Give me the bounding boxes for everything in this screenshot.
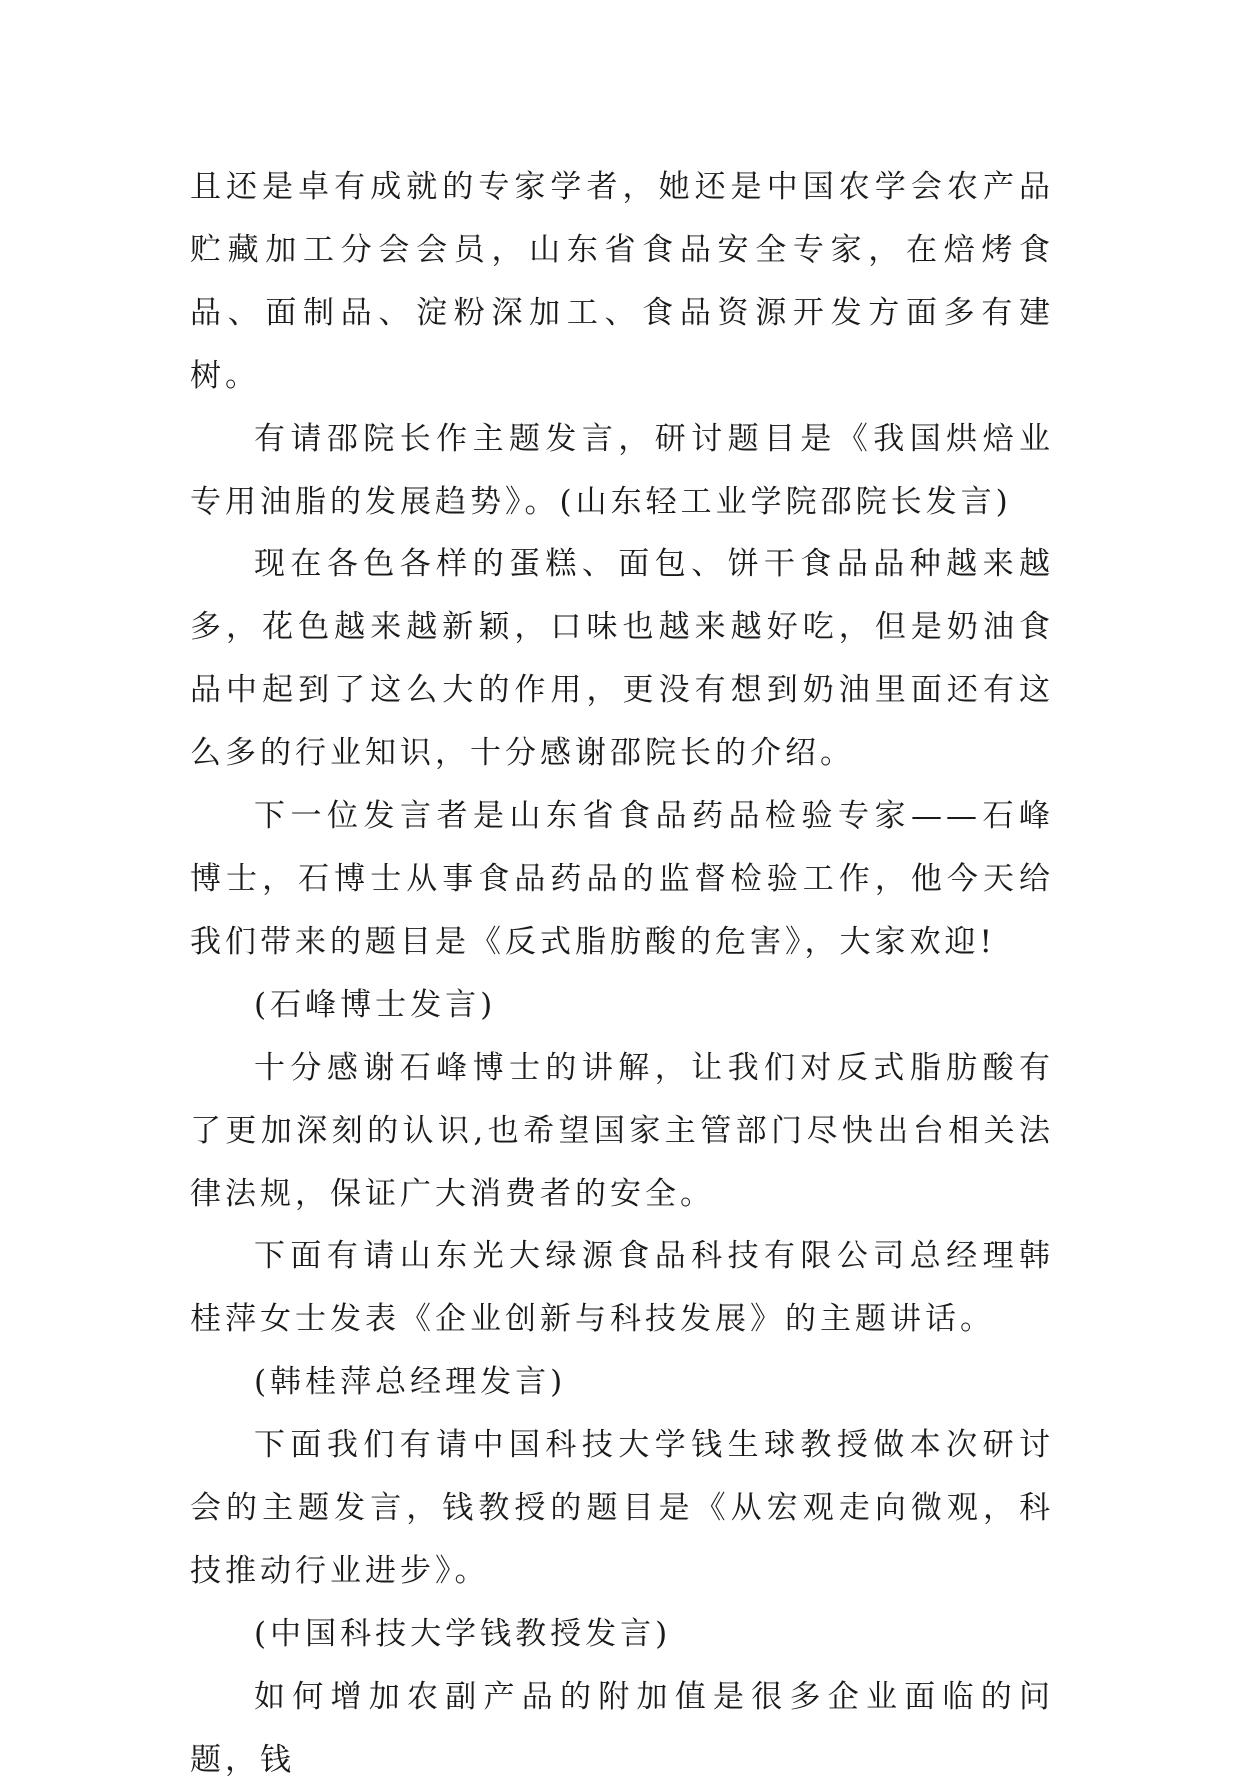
paragraph: (韩桂萍总经理发言) xyxy=(254,1364,567,1401)
paragraph: 且还是卓有成就的专家学者，她还是中国农学会农产品贮藏加工分会会员，山东省食品安全专家，在焙烤食品、面制品、淀粉深加工、食品资源开发方面多有建树。 xyxy=(190,169,1054,394)
paragraph: 下一位发言者是山东省食品药品检验专家——石峰博士，石博士从事食品药品的监督检验工作，他今天给我们带来的题目是《反式脂肪酸的危害》，大家欢迎! xyxy=(190,798,1054,960)
document-body xyxy=(190,156,1054,1792)
paragraph: 有请邵院长作主题发言，研讨题目是《我国烘焙业专用油脂的发展趋势》。(山东轻工业学院邵院长发言) xyxy=(190,420,1054,520)
paragraph: (石峰博士发言) xyxy=(254,986,497,1023)
paragraph: 如何增加农副产品的附加值是很多企业面临的问题，钱 xyxy=(190,1678,1054,1778)
paragraph: (中国科技大学钱教授发言) xyxy=(254,1615,672,1652)
paragraph: 下面我们有请中国科技大学钱生球教授做本次研讨会的主题发言，钱教授的题目是《从宏观走向微观，科技推动行业进步》。 xyxy=(190,1427,1054,1589)
paragraph: 现在各色各样的蛋糕、面包、饼干食品品种越来越多，花色越来越新颖，口味也越来越好吃，但是奶油食品中起到了这么大的作用，更没有想到奶油里面还有这么多的行业知识，十分感谢邵院长的介绍。 xyxy=(190,546,1054,772)
paragraph: 十分感谢石峰博士的讲解，让我们对反式脂肪酸有了更加深刻的认识,也希望国家主管部门尽快出台相关法律法规，保证广大消费者的安全。 xyxy=(190,1049,1054,1212)
paragraph: 下面有请山东光大绿源食品科技有限公司总经理韩桂萍女士发表《企业创新与科技发展》的主题讲话。 xyxy=(190,1238,1054,1338)
